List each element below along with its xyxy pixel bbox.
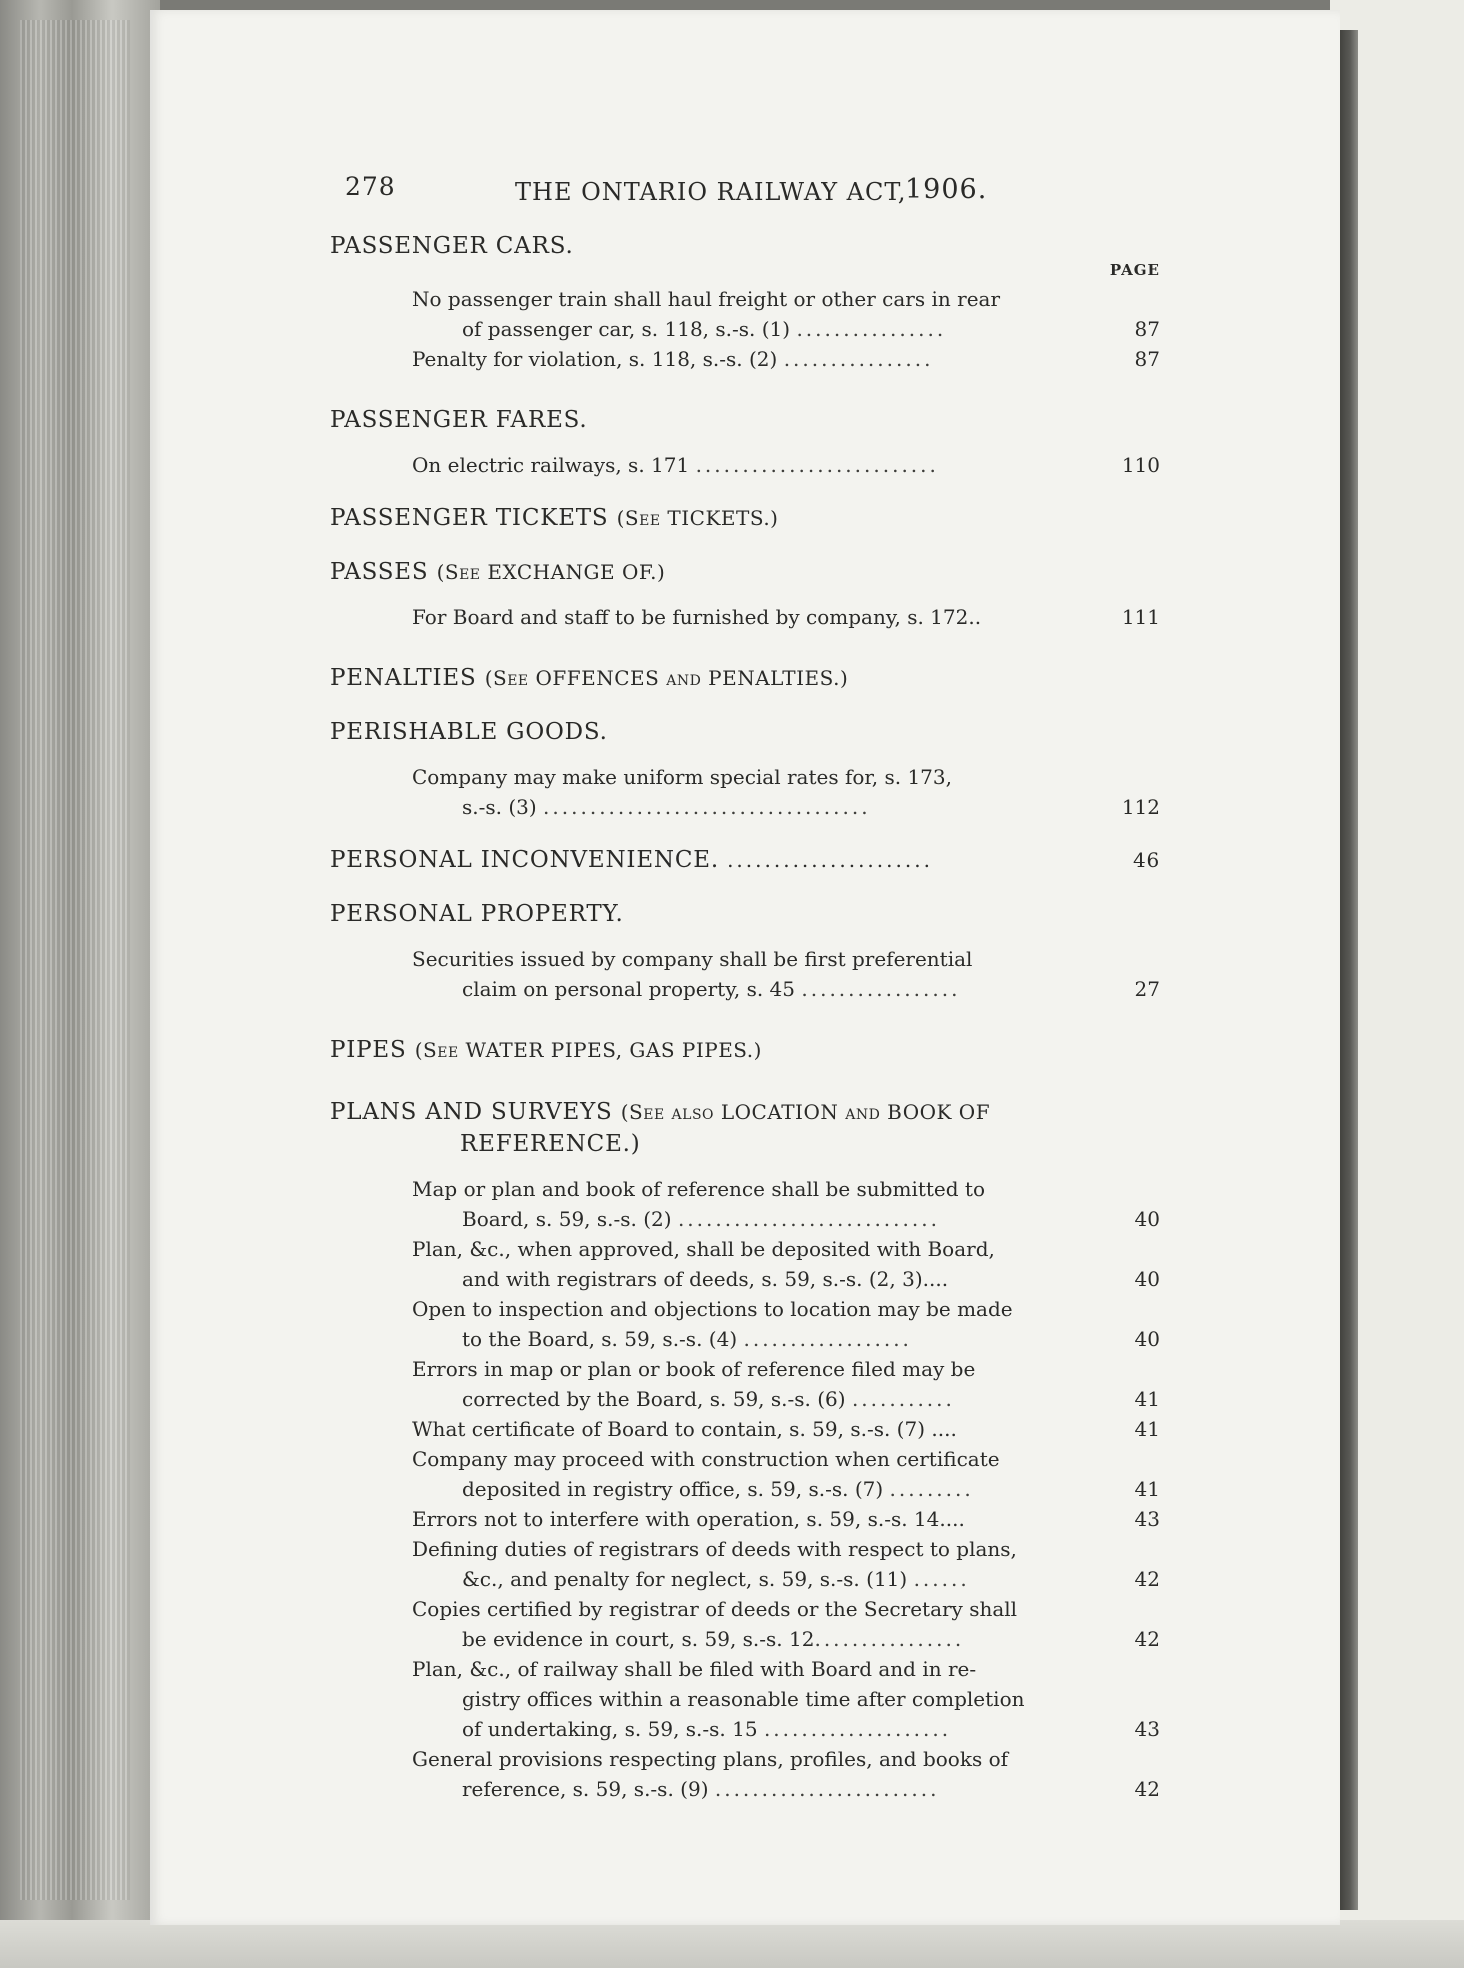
heading-text: PLANS AND SURVEYS [330,1099,613,1125]
index-heading-perishable-goods [330,716,1160,748]
entry-text: Map or plan and book of reference shall be submitted to [412,1177,985,1201]
entry-page-number: 110 [1121,453,1160,477]
entry-text: Penalty for violation, s. 118, s.-s. (2) [412,347,778,371]
entry-text: General provisions respecting plans, profiles, and books of [412,1747,1009,1771]
index-heading-plans-and-surveys [330,1096,1160,1128]
index-heading-personal-inconvenience: PERSONAL INCONVENIENCE. ...................... 46 [330,844,1160,876]
book-page-edges [0,0,160,1968]
page-column-label: PAGE [1109,261,1160,279]
entry-text: No passenger train shall haul freight or other cars in rear [412,287,1001,311]
entry-page-number: 27 [1134,977,1160,1001]
entry-page-number: 87 [1134,317,1160,341]
book-gutter [1338,30,1358,1910]
entry-text: Defining duties of registrars of deeds with respect to plans, [412,1537,1017,1561]
index-entry: Map or plan and book of reference shall be submitted to Board, s. 59, s.-s. (2) ............................ 40 [330,1174,1160,1234]
entry-text: Securities issued by company shall be first preferential [412,947,973,971]
index-heading-passenger-fares [330,404,1160,436]
entry-text: of undertaking, s. 59, s.-s. 15 [462,1717,758,1741]
index-heading-passenger-cars [330,230,1160,279]
entry-text: Open to inspection and objections to location may be made [412,1297,1013,1321]
entry-text: Plan, &c., of railway shall be filed with Board and in re- [412,1657,977,1681]
cross-reference: (See TICKETS.) [616,506,779,530]
index-entry [330,602,1160,632]
heading-text: PASSES [330,559,429,585]
heading-text: PASSENGER TICKETS [330,505,609,531]
index-entry: On electric railways, s. 171 .......................... 110 [330,450,1160,480]
entry-text: gistry offices within a reasonable time after completion [462,1687,1025,1711]
scan-bottom-edge [0,1920,1464,1968]
entry-text: What certificate of Board to contain, s. 59, s.-s. (7) .... [412,1417,957,1441]
heading-text: PASSENGER FARES. [330,407,588,433]
entry-text: For Board and staff to be furnished by company, s. 172.. [412,605,982,629]
cross-reference: (See also LOCATION and BOOK OF [620,1100,991,1124]
entry-text: of passenger car, s. 118, s.-s. (1) [462,317,791,341]
index-entry [330,1504,1160,1534]
entry-text: s.-s. (3) [462,795,537,819]
index-entry: General provisions respecting plans, profiles, and books of reference, s. 59, s.-s. (9) ........................ 42 [330,1744,1160,1804]
index-content [330,230,1160,1804]
entry-text: Errors in map or plan or book of reference filed may be [412,1357,976,1381]
cross-reference: REFERENCE.) [460,1131,641,1157]
index-entry [330,1414,1160,1444]
entry-page-number: 42 [1134,1567,1160,1591]
entry-text: be evidence in court, s. 59, s.-s. 12 [462,1627,815,1651]
entry-text: Company may proceed with construction when certificate [412,1447,1000,1471]
index-heading-passenger-tickets [330,502,1160,534]
entry-text: claim on personal property, s. 45 [462,977,796,1001]
entry-text: corrected by the Board, s. 59, s.-s. (6) [462,1387,846,1411]
index-heading-penalties [330,662,1160,694]
cross-reference: (See OFFENCES and PENALTIES.) [484,666,849,690]
cross-reference: (See EXCHANGE OF.) [436,560,666,584]
index-entry: Company may make uniform special rates for, s. 173, s.-s. (3) ................................... 112 [330,762,1160,822]
entry-text: On electric railways, s. 171 [412,453,690,477]
index-entry: Defining duties of registrars of deeds with respect to plans, &c., and penalty for neglect, s. 59, s.-s. (11) ...... 42 [330,1534,1160,1594]
index-entry: Plan, &c., of railway shall be filed with Board and in re- gistry offices within a reasonable time after completion of undertaking, s. 59, s.-s. 15 .................... 43 [330,1654,1160,1744]
page-number: 278 [345,172,396,201]
index-heading-personal-property [330,898,1160,930]
heading-text: PERSONAL INCONVENIENCE. [330,847,719,873]
entry-page-number: 40 [1134,1207,1160,1231]
entry-page-number: 87 [1134,347,1160,371]
index-entry: Company may proceed with construction when certificate deposited in registry office, s. 59, s.-s. (7) ......... 41 [330,1444,1160,1504]
index-entry: Securities issued by company shall be first preferential claim on personal property, s. 45 ................. 27 [330,944,1160,1004]
index-entry: Penalty for violation, s. 118, s.-s. (2) ................ 87 [330,344,1160,374]
entry-text: Company may make uniform special rates for, s. 173, [412,765,952,789]
heading-text: PASSENGER CARS. [330,233,574,259]
index-entry: Open to inspection and objections to location may be made to the Board, s. 59, s.-s. (4) .................. 40 [330,1294,1160,1354]
heading-text: PENALTIES [330,665,477,691]
cross-reference: (See WATER PIPES, GAS PIPES.) [414,1038,762,1062]
heading-text: PERSONAL PROPERTY. [330,901,624,927]
index-heading-passes [330,556,1160,588]
entry-text: Plan, &c., when approved, shall be deposited with Board, [412,1237,995,1261]
entry-text: and with registrars of deeds, s. 59, s.-s. (2, 3).... [462,1267,949,1291]
index-entry: Copies certified by registrar of deeds or the Secretary shall be evidence in court, s. 59, s.-s. 12................ 42 [330,1594,1160,1654]
entry-text: to the Board, s. 59, s.-s. (4) [462,1327,738,1351]
entry-text: &c., and penalty for neglect, s. 59, s.-s. (11) [462,1567,908,1591]
entry-page-number: 41 [1134,1387,1160,1411]
entry-page-number: 46 [1132,848,1160,872]
entry-text: deposited in registry office, s. 59, s.-s. (7) [462,1477,884,1501]
running-title: THE ONTARIO RAILWAY ACT, [515,178,907,206]
entry-page-number: 112 [1121,795,1160,819]
entry-page-number: 40 [1134,1327,1160,1351]
entry-page-number: 111 [1121,605,1160,629]
page-header [345,172,995,212]
heading-text: PERISHABLE GOODS. [330,719,608,745]
entry-page-number: 41 [1134,1417,1160,1441]
entry-text: Board, s. 59, s.-s. (2) [462,1207,672,1231]
index-entry: No passenger train shall haul freight or other cars in rear of passenger car, s. 118, s.-s. (1) ................ 87 [330,284,1160,344]
entry-page-number: 40 [1134,1267,1160,1291]
entry-page-number: 43 [1134,1507,1160,1531]
entry-page-number: 41 [1134,1477,1160,1501]
running-title-year: 1906. [905,174,988,205]
entry-page-number: 42 [1134,1627,1160,1651]
entry-page-number: 43 [1134,1717,1160,1741]
cross-reference-continuation [330,1128,1160,1160]
heading-text: PIPES [330,1037,407,1063]
index-entry [330,1234,1160,1294]
entry-text: Copies certified by registrar of deeds or the Secretary shall [412,1597,1018,1621]
entry-text: reference, s. 59, s.-s. (9) [462,1777,709,1801]
index-heading-pipes [330,1034,1160,1066]
index-entry: Errors in map or plan or book of reference filed may be corrected by the Board, s. 59, s.-s. (6) ........... 41 [330,1354,1160,1414]
entry-page-number: 42 [1134,1777,1160,1801]
entry-text: Errors not to interfere with operation, s. 59, s.-s. 14.... [412,1507,965,1531]
